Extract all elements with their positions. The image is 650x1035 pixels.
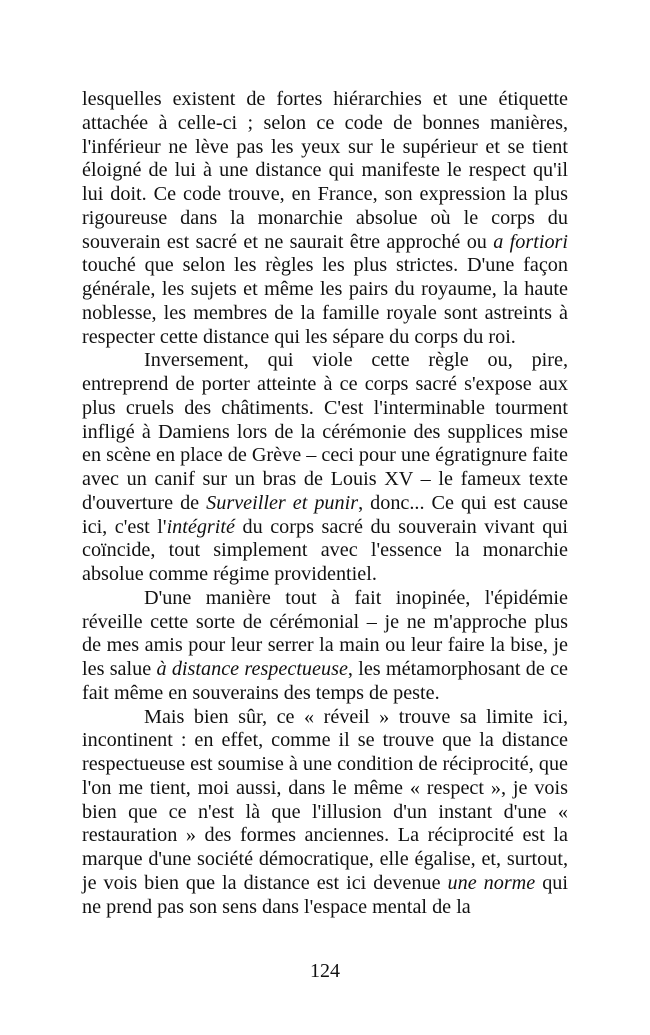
paragraph-4-text-2: qui ne prend pas son sens dans l'espace mental de la xyxy=(82,871,569,918)
paragraph-4-text-1: Mais bien sûr, ce « réveil » trouve sa limite ici, incontinent : en effet, comme il se trouve que la distance respectueuse est soumise à une condition de réciprocité, que l'on me tient, moi aussi, dans le même « respect », je vois bien que ce n'est là que l'illusion d'un instant d'une « restauration » des formes anciennes. La réciprocité est la marque d'une société démocratique, elle égalise, et, surtout, je vois bien que la distance est ici devenue xyxy=(82,705,569,894)
paragraph-2-text-3: du corps sacré du souverain vivant qui coïncide, tout simplement avec l'essence la monarchie absolue comme régime providentiel. xyxy=(82,515,568,585)
paragraph-4-italic-une-norme: une norme xyxy=(447,871,536,894)
paragraph-2-italic-book-title: Surveiller et punir xyxy=(206,491,359,514)
paragraph-3-text-2: , les métamorphosant de ce fait même en souverains des temps de peste. xyxy=(82,658,569,704)
paragraph-2-italic-integrite: intégrité xyxy=(166,515,235,538)
page-body xyxy=(82,88,568,919)
page-number: 124 xyxy=(310,960,340,982)
paragraph-2-text-1: Inversement, qui viole cette règle ou, pire, entreprend de porter atteinte à ce corps sacré s'expose aux plus cruels des châtiments. C'est l'interminable tourment infligé à Damiens lors de la cérémonie des supplices mise en scène en place de Grève – ceci pour une égratignure faite avec un canif sur un bras de Louis XV – le fameux texte d'ouverture de xyxy=(82,349,568,514)
paragraph-2-text-2: , donc... Ce qui est cause ici, c'est l' xyxy=(82,491,569,538)
paragraph-4 xyxy=(82,706,568,920)
paragraph-1 xyxy=(82,88,568,349)
paragraph-3 xyxy=(82,587,568,706)
paragraph-1-text-2: touché que selon les règles les plus strictes. D'une façon générale, les sujets et même les pairs du royaume, la haute noblesse, les membres de la famille royale sont astreints à respecter cette distance qui les sépare du corps du roi. xyxy=(82,254,568,348)
paragraph-3-text-1: D'une manière tout à fait inopinée, l'épidémie réveille cette sorte de cérémonial – je ne m'approche plus de mes amis pour leur serrer la main ou leur faire la bise, je les salue xyxy=(82,586,568,680)
paragraph-1-italic-a-fortiori: a fortiori xyxy=(493,230,568,253)
paragraph-1-text-1: lesquelles existent de fortes hiérarchies et une étiquette attachée à celle-ci ; selon ce code de bonnes manières, l'inférieur ne lève pas les yeux sur le supérieur et se tient éloigné de lui à une distance qui manifeste le respect qu'il lui doit. Ce code trouve, en France, son expression la plus rigoureuse dans la monarchie absolue où le corps du souverain est sacré et ne saurait être approché ou xyxy=(82,88,568,253)
paragraph-3-italic-distance: à distance respectueuse xyxy=(156,658,348,680)
paragraph-2 xyxy=(82,349,568,587)
